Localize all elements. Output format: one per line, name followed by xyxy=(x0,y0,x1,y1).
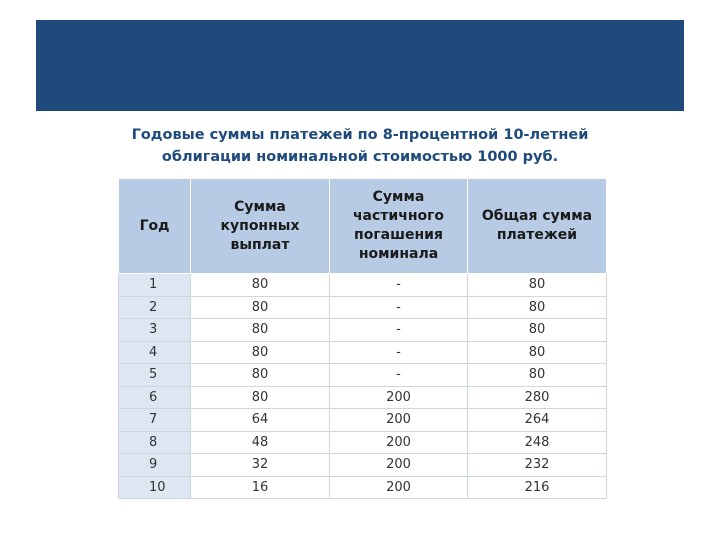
cell-redemption: - xyxy=(330,319,468,342)
cell-coupon: 16 xyxy=(191,476,330,499)
cell-redemption: - xyxy=(330,341,468,364)
table-row xyxy=(119,409,607,432)
cell-coupon: 64 xyxy=(191,409,330,432)
cell-total: 280 xyxy=(468,386,607,409)
cell-coupon: 80 xyxy=(191,274,330,297)
table-header-row xyxy=(119,179,607,274)
caption-line-1: Годовые суммы платежей по 8-процентной 10-летней xyxy=(131,127,589,143)
cell-total: 232 xyxy=(468,454,607,477)
cell-total: 248 xyxy=(468,431,607,454)
cell-year: 4 xyxy=(119,341,191,364)
caption-line-2: облигации номинальной стоимостью 1000 руб. xyxy=(161,149,559,165)
table-row xyxy=(119,296,607,319)
table-row xyxy=(119,319,607,342)
cell-total: 216 xyxy=(468,476,607,499)
cell-total: 80 xyxy=(468,319,607,342)
cell-redemption: 200 xyxy=(330,409,468,432)
table-row xyxy=(119,386,607,409)
cell-coupon: 80 xyxy=(191,296,330,319)
cell-coupon: 48 xyxy=(191,431,330,454)
cell-coupon: 80 xyxy=(191,386,330,409)
table-row xyxy=(119,274,607,297)
cell-year: 2 xyxy=(119,296,191,319)
cell-total: 264 xyxy=(468,409,607,432)
cell-coupon: 32 xyxy=(191,454,330,477)
header-redemption: Сумма частичного погашения номинала xyxy=(330,179,468,274)
table-row xyxy=(119,476,607,499)
header-coupon: Сумма купонных выплат xyxy=(191,179,330,274)
table-row xyxy=(119,364,607,387)
cell-redemption: 200 xyxy=(330,476,468,499)
header-total: Общая сумма платежей xyxy=(468,179,607,274)
cell-year: 3 xyxy=(119,319,191,342)
cell-year: 1 xyxy=(119,274,191,297)
cell-year: 9 xyxy=(119,454,191,477)
payments-table xyxy=(118,178,607,499)
cell-year: 10 xyxy=(119,476,191,499)
cell-year: 6 xyxy=(119,386,191,409)
title-banner xyxy=(36,20,684,111)
cell-redemption: - xyxy=(330,274,468,297)
cell-redemption: - xyxy=(330,296,468,319)
cell-year: 7 xyxy=(119,409,191,432)
cell-year: 8 xyxy=(119,431,191,454)
table-row xyxy=(119,341,607,364)
cell-coupon: 80 xyxy=(191,364,330,387)
cell-coupon: 80 xyxy=(191,341,330,364)
header-year: Год xyxy=(119,179,191,274)
table-caption xyxy=(112,124,608,168)
cell-coupon: 80 xyxy=(191,319,330,342)
cell-total: 80 xyxy=(468,364,607,387)
cell-total: 80 xyxy=(468,296,607,319)
cell-redemption: - xyxy=(330,364,468,387)
table-row xyxy=(119,454,607,477)
cell-year: 5 xyxy=(119,364,191,387)
cell-total: 80 xyxy=(468,341,607,364)
table-row xyxy=(119,431,607,454)
cell-redemption: 200 xyxy=(330,431,468,454)
cell-total: 80 xyxy=(468,274,607,297)
cell-redemption: 200 xyxy=(330,454,468,477)
cell-redemption: 200 xyxy=(330,386,468,409)
